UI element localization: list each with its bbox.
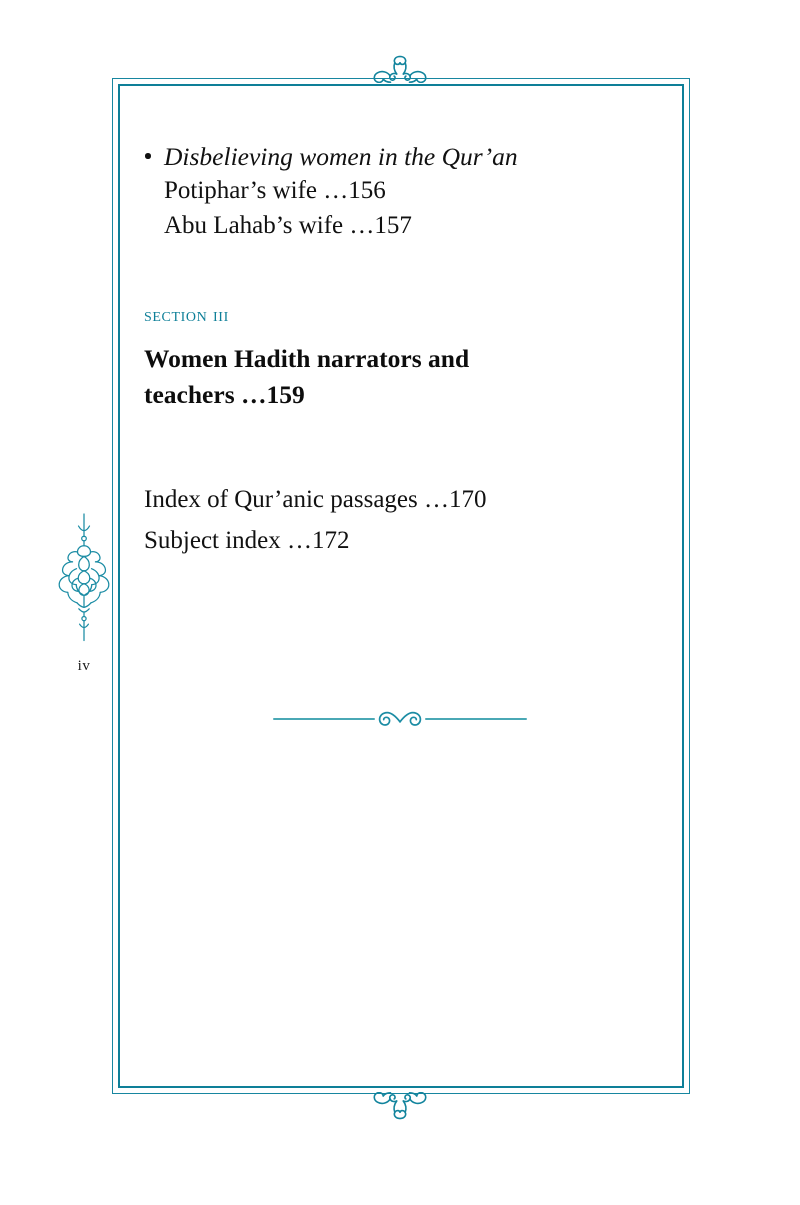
- toc-index-entry-label: Index of Qur’anic passages …170: [144, 486, 487, 514]
- toc-bullet-entry: [144, 140, 654, 243]
- toc-subentry-label: Abu Lahab’s wife …157: [164, 211, 412, 239]
- toc-subentry[interactable]: [144, 209, 654, 244]
- lotus-pendant-icon: [48, 512, 120, 652]
- section-kicker: section iii: [144, 304, 229, 327]
- toc-subentry-label: Potiphar’s wife …156: [164, 177, 386, 205]
- toc-index-entry[interactable]: [144, 520, 654, 561]
- bullet-dot-icon: [145, 153, 151, 159]
- folio-page-number: iv: [77, 658, 91, 674]
- toc-section-block: [144, 303, 654, 413]
- toc-subentry[interactable]: [144, 174, 654, 209]
- toc-index-entry[interactable]: [144, 479, 654, 520]
- toc-index-entry-label: Subject index …172: [144, 527, 350, 555]
- toc-entry-title-label: Disbelieving women in the Qur’an: [164, 142, 518, 171]
- table-of-contents: [144, 140, 654, 561]
- scrollwork-crest-bottom-icon: [340, 1092, 460, 1128]
- section-divider-ornament: [270, 702, 530, 736]
- toc-index-block: [144, 479, 654, 561]
- section-title[interactable]: Women Hadith narrators and teachers …159: [144, 343, 470, 409]
- toc-entry-title[interactable]: [144, 140, 654, 174]
